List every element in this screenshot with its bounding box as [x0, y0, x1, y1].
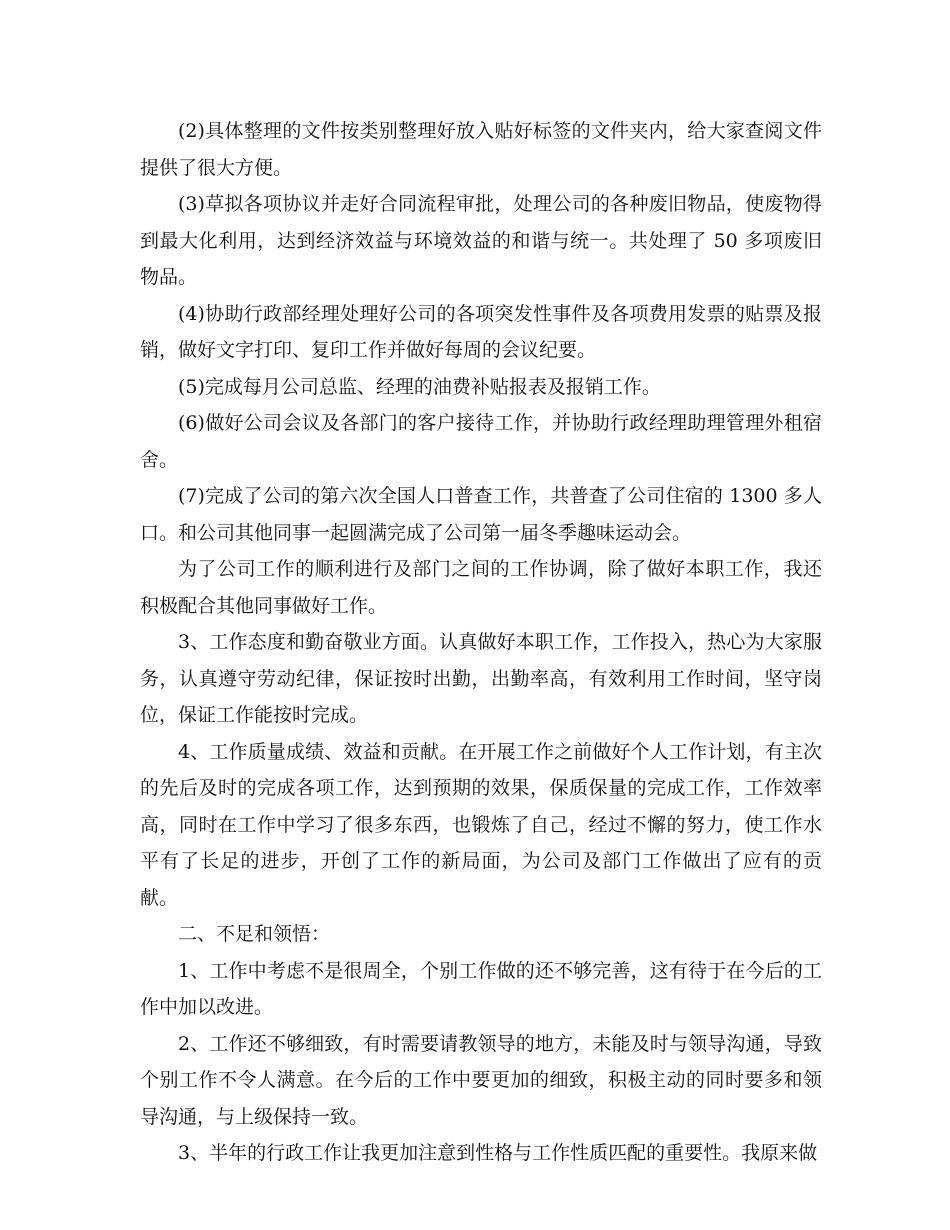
paragraph-section-3-attitude: 3、工作态度和勤奋敬业方面。认真做好本职工作，工作投入，热心为大家服务，认真遵守劳动纪律，保证按时出勤，出勤率高，有效利用工作时间，坚守岗位，保证工作能按时完成。 — [140, 631, 822, 726]
paragraph-item-5: (5)完成每月公司总监、经理的油费补贴报表及报销工作。 — [178, 375, 661, 398]
paragraph-shortcoming-1: 1、工作中考虑不是很周全，个别工作做的还不够完善，这有待于在今后的工作中加以改进。 — [140, 959, 822, 1018]
section-heading-shortcomings: 二、不足和领悟： — [178, 923, 331, 945]
paragraph-item-6: (6)做好公司会议及各部门的客户接待工作，并协助行政经理助理管理外租宿舍。 — [140, 412, 822, 471]
paragraph-shortcoming-2: 2、工作还不够细致，有时需要请教领导的地方，未能及时与领导沟通，导致个别工作不令人满意。在今后的工作中要更加的细致，积极主动的同时要多和领导沟通，与上级保持一致。 — [140, 1032, 822, 1128]
paragraph-section-4-quality: 4、工作质量成绩、效益和贡献。在开展工作之前做好个人工作计划，有主次的先后及时的完成各项工作，达到预期的效果，保质保量的完成工作，工作效率高，同时在工作中学习了很多东西，也锻炼了自己，经过不懈的努力，使工作水平有了长足的进步，开创了工作的新局面，为公司及部门工作做出了应有的贡献。 — [140, 740, 822, 909]
paragraph-item-3: (3)草拟各项协议并走好合同流程审批，处理公司的各种废旧物品，使废物得到最大化利用，达到经济效益与环境效益的和谐与统一。共处理了 50 多项废旧物品。 — [140, 193, 822, 288]
document-body — [140, 113, 822, 1172]
paragraph-item-2: (2)具体整理的文件按类别整理好放入贴好标签的文件夹内，给大家查阅文件提供了很大方便。 — [140, 120, 822, 179]
paragraph-item-7: (7)完成了公司的第六次全国人口普查工作，共普查了公司住宿的 1300 多人口。和公司其他同事一起圆满完成了公司第一届冬季趣味运动会。 — [140, 485, 822, 544]
paragraph-coordination: 为了公司工作的顺利进行及部门之间的工作协调，除了做好本职工作，我还积极配合其他同事做好工作。 — [140, 558, 822, 617]
paragraph-item-4: (4)协助行政部经理处理好公司的各项突发性事件及各项费用发票的贴票及报销，做好文字打印、复印工作并做好每周的会议纪要。 — [140, 302, 822, 361]
paragraph-shortcoming-3: 3、半年的行政工作让我更加注意到性格与工作性质匹配的重要性。我原来做 — [178, 1142, 818, 1164]
